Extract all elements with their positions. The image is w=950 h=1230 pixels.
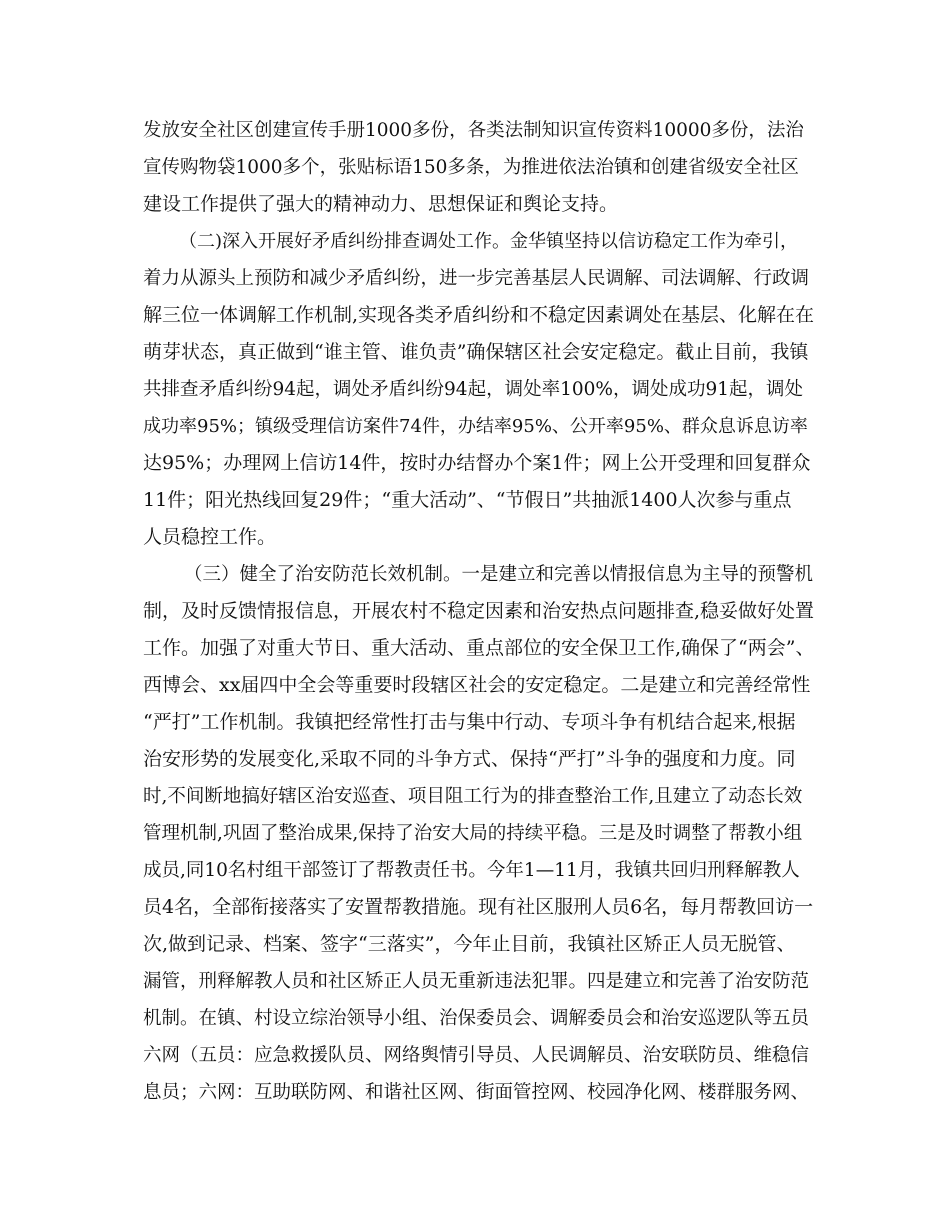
text-line: 解三位一体调解工作机制,实现各类矛盾纠纷和不稳定因素调处在基层、化解在在 bbox=[143, 304, 815, 326]
text-line: 宣传购物袋1000多个，张贴标语150多条，为推进依法治镇和创建省级安全社区 bbox=[143, 157, 799, 178]
text-line: 息员；六网：互助联防网、和谐社区网、街面管控网、校园净化网、楼群服务网、 bbox=[143, 1082, 810, 1103]
paragraph-start-line: （三）健全了治安防范长效机制。一是建立和完善以情报信息为主导的预警机 bbox=[184, 564, 814, 585]
text-line: 六网（五员：应急救援队员、网络舆情引导员、人民调解员、治安联防员、维稳信 bbox=[143, 1045, 810, 1066]
text-line: 成员,同10名村组干部签订了帮教责任书。今年1—11月，我镇共回归刑释解教人 bbox=[143, 860, 800, 881]
text-line: 员4名，全部衔接落实了安置帮教措施。现有社区服刑人员6名，每月帮教回访一 bbox=[143, 896, 814, 918]
text-line: “严打”工作机制。我镇把经常性打击与集中行动、专项斗争有机结合起来,根据 bbox=[143, 711, 796, 733]
text-line: 建设工作提供了强大的精神动力、思想保证和舆论支持。 bbox=[143, 193, 619, 215]
text-line: 制，及时反馈情报信息，开展农村不稳定因素和治安热点问题排查,稳妥做好处置 bbox=[143, 600, 815, 622]
text-line: 发放安全社区创建宣传手册1000多份，各类法制知识宣传资料10000多份，法治 bbox=[143, 120, 804, 141]
text-line: 次,做到记录、档案、签字“三落实”，今年止目前，我镇社区矫正人员无脱管、 bbox=[143, 933, 796, 955]
text-line: 漏管，刑释解教人员和社区矫正人员无重新违法犯罪。四是建立和完善了治安防范 bbox=[143, 971, 810, 992]
text-line: 西博会、xx届四中全会等重要时段辖区社会的安定稳定。二是建立和完善经常性 bbox=[143, 674, 811, 696]
text-line: 共排查矛盾纠纷94起，调处矛盾纠纷94起，调处率100%，调处成功91起，调处 bbox=[143, 379, 804, 400]
text-line: 萌芽状态，真正做到“谁主管、谁负责”确保辖区社会安定稳定。截止目前，我镇 bbox=[143, 341, 809, 363]
paragraph-start-line: （二)深入开展好矛盾纠纷排查调处工作。金华镇坚持以信访稳定工作为牵引， bbox=[179, 231, 799, 252]
text-line: 人员稳控工作。 bbox=[143, 526, 277, 548]
text-line: 成功率95%；镇级受理信访案件74件，办结率95%、公开率95%、群众息诉息访率 bbox=[143, 416, 808, 437]
text-line: 达95%；办理网上信访14件，按时办结督办个案1件；网上公开受理和回复群众 bbox=[143, 452, 811, 474]
text-line: 着力从源头上预防和减少矛盾纠纷，进一步完善基层人民调解、司法调解、行政调 bbox=[143, 268, 810, 289]
text-line: 11件；阳光热线回复29件；“重大活动”、“节假日”共抽派1400人次参与重点 bbox=[143, 489, 792, 511]
text-line: 时,不间断地搞好辖区治安巡查、项目阻工行为的排查整治工作,且建立了动态长效 bbox=[143, 786, 803, 807]
text-line: 管理机制,巩固了整治成果,保持了治安大局的持续平稳。三是及时调整了帮教小组 bbox=[143, 823, 803, 844]
text-line: 治安形势的发展变化,采取不同的斗争方式、保持“严打”斗争的强度和力度。同 bbox=[143, 748, 796, 770]
text-line: 工作。加强了对重大节日、重大活动、重点部位的安全保卫工作,确保了“两会”、 bbox=[143, 637, 815, 659]
text-line: 机制。在镇、村设立综治领导小组、治保委员会、调解委员会和治安巡逻队等五员 bbox=[143, 1008, 810, 1029]
